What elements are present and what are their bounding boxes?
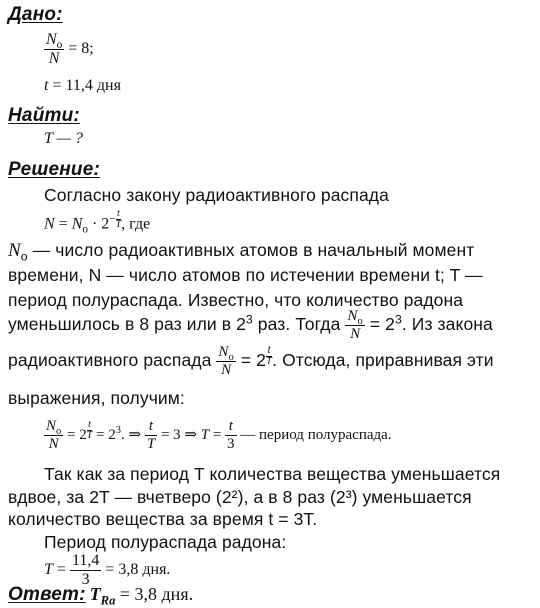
para1-line2: времени, N — число атомов по истечении времени t; T — [8,265,483,285]
para1-line1: $N_o$ — число радиоактивных атомов в начальный момент [8,240,475,264]
para1-line6: выражения, получим: [8,388,185,408]
para2-line2: вдвое, за 2T — вчетверо (2²), а в 8 раз (2³) уменьшается [8,487,472,507]
header-find: Найти: [8,105,80,126]
given-time: t = 11,4 дня [44,77,121,94]
para2-line1: Так как за период T количества вещества уменьшается [44,464,501,484]
decay-law-formula: $N = N_o \cdot 2^{- \frac{t}{T}}$ , где [44,208,151,236]
derivation-tail: — период полураспада. [236,426,392,443]
header-solution: Решение: [8,159,101,180]
solution-intro: Согласно закону радиоактивного распада [44,185,389,205]
para1-line4: уменьшилось в 8 раз или в $2^3$ раз. Тогда $\frac{N_o}{N}$ = $2^3$. Из закона [8,308,493,342]
para2-line3: количество вещества за время t = 3T. [8,509,318,529]
find-target: T — ? [44,130,83,147]
fraction-n0-over-n-inline: $\frac{N_o}{N}$ [347,308,363,342]
result-formula: T = $\frac{11,4}{3}$ = 3,8 дня. [44,552,171,588]
answer-value: = 3,8 дня. [119,584,194,604]
decay-law-tail: , где [121,215,151,233]
given-ratio [44,32,94,67]
given-time-value: = 11,4 дня [52,77,121,94]
para1-line3: период полураспада. Известно, что количество радона [8,290,464,310]
header-answer: Ответ: [8,584,86,605]
fraction-n0-over-n: $\frac{N_o}{N}$ [46,31,63,67]
fraction-n0-over-n-law: $\frac{N_o}{N}$ [218,344,234,378]
given-ratio-value: = 8; [68,40,94,58]
para1-line5: радиоактивного распада $\frac{N_o}{N}$ = 2 $^{\frac{t}{T}}$ . Отсюда, приравнивая эти [8,344,494,378]
para3: Период полураспада радона: [44,532,287,552]
answer-line: Ответ: $T_{Ra} = 3,8$ дня. [8,584,194,608]
derivation-formula: $\frac{N_o}{N}$ = 2 $^{\frac{t}{T}}$ = $2^3$. ⇒ $\frac{t}{T}$ = 3 ⇒ T = $\frac{t}{3}$ — период полураспада. [46,418,392,452]
header-given: Дано: [8,4,63,25]
